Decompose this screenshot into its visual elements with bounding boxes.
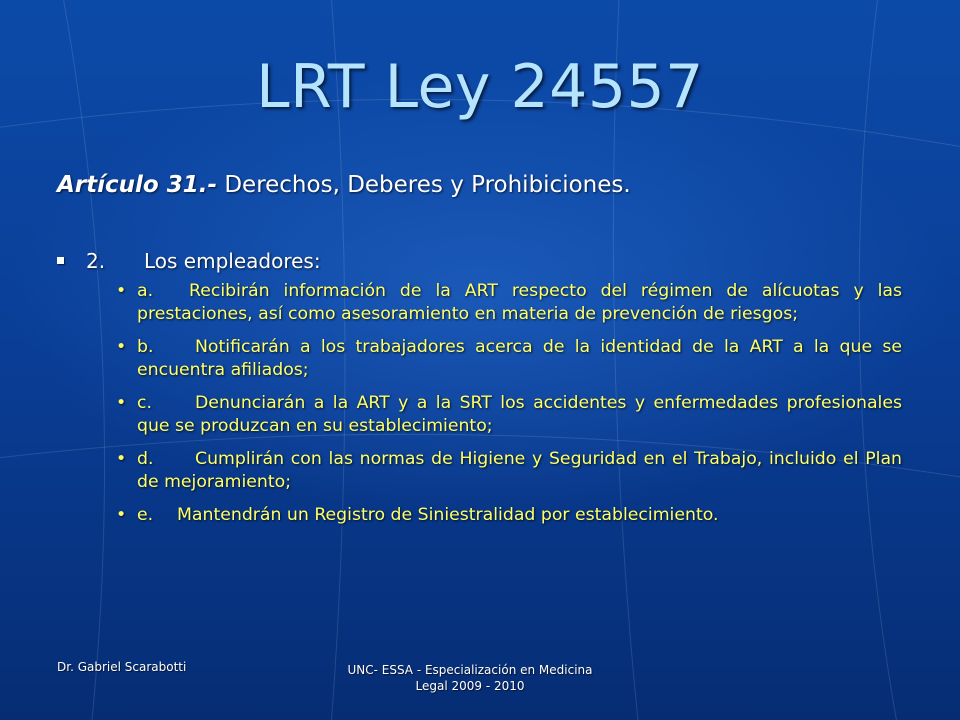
list-item <box>112 504 902 527</box>
article-title: Derechos, Deberes y Prohibiciones. <box>217 172 631 198</box>
point-2 <box>57 249 321 273</box>
footer-course <box>300 662 640 694</box>
item-text: Notificarán a los trabajadores acerca de la identidad de la ART a la que se encuentra afiliados; <box>137 337 902 380</box>
item-letter: a. <box>137 281 154 301</box>
point-text: Los empleadores: <box>144 249 321 273</box>
bullet-icon: • <box>116 281 127 301</box>
list-item <box>112 392 902 438</box>
list-item <box>112 336 902 382</box>
item-letter: b. <box>137 337 154 357</box>
obligations-list <box>112 280 902 537</box>
article-number: Artículo 31.- <box>57 172 218 198</box>
bullet-icon: • <box>116 449 127 469</box>
item-text: Recibirán información de la ART respecto del régimen de alícuotas y las prestaciones, así como asesoramiento en materia de prevención de riesgos; <box>137 281 902 324</box>
article-heading <box>57 172 631 198</box>
footer-author: Dr. Gabriel Scarabotti <box>57 660 187 674</box>
point-number: 2. <box>86 249 106 273</box>
bullet-icon: • <box>116 505 127 525</box>
item-letter: e. <box>137 505 154 525</box>
item-letter: d. <box>137 449 154 469</box>
footer-course-line1: UNC- ESSA - Especialización en Medicina <box>347 663 593 677</box>
list-item <box>112 448 902 494</box>
bullet-icon: • <box>116 393 127 413</box>
footer-course-line2: Legal 2009 - 2010 <box>415 679 525 693</box>
bullet-icon: • <box>116 337 127 357</box>
slide-title: LRT Ley 24557 <box>256 52 704 122</box>
item-letter: c. <box>137 393 152 413</box>
item-text: Mantendrán un Registro de Siniestralidad por establecimiento. <box>177 505 719 525</box>
list-item <box>112 280 902 326</box>
square-bullet-icon <box>57 257 64 264</box>
item-text: Cumplirán con las normas de Higiene y Seguridad en el Trabajo, incluido el Plan de mejoramiento; <box>137 449 902 492</box>
item-text: Denunciarán a la ART y a la SRT los accidentes y enfermedades profesionales que se produzcan en su establecimiento; <box>137 393 902 436</box>
